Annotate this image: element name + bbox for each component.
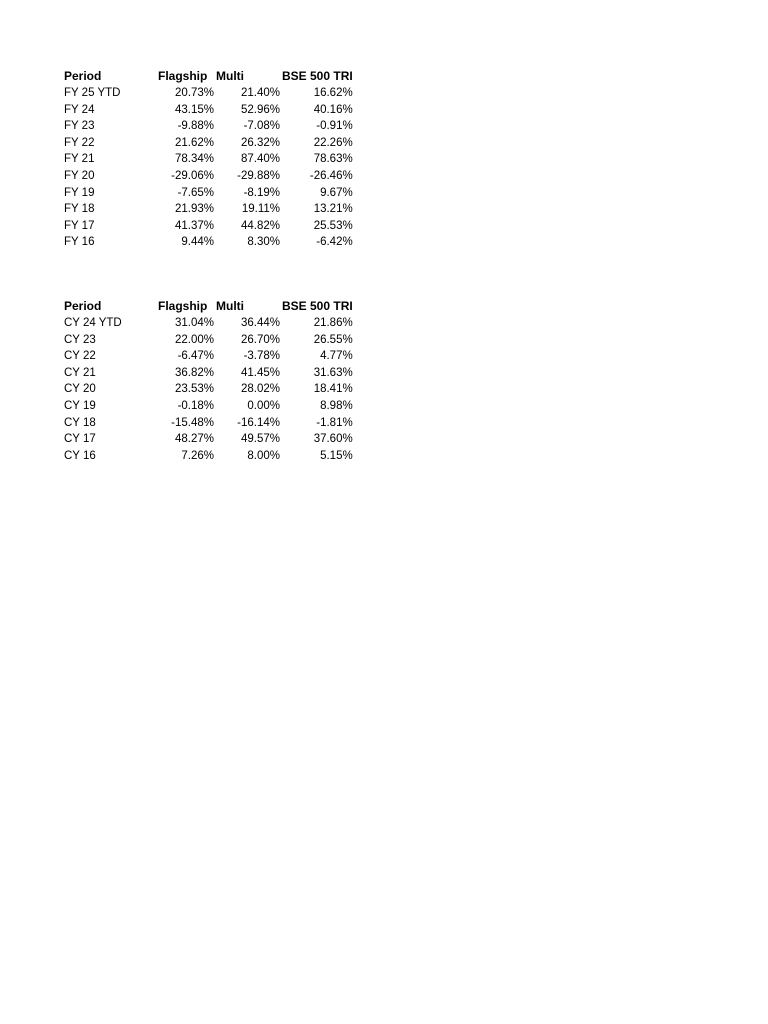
table-row [64,218,353,235]
period-cell: CY 19 [64,399,96,412]
flagship-cell: 36.82% [174,366,214,379]
table-row [64,185,353,202]
multi-cell: 26.70% [240,333,280,346]
period-cell: FY 17 [64,219,95,232]
header-period: Period [64,69,102,83]
table-row [64,102,353,119]
flagship-cell: -6.47% [177,350,214,363]
period-cell: FY 20 [64,169,95,182]
table-row [64,348,353,365]
period-cell: CY 20 [64,383,96,396]
multi-cell: 8.00% [247,449,280,462]
bse-500-tri-cell: 37.60% [313,433,353,446]
bse-500-tri-cell: 40.16% [313,103,353,116]
multi-cell: 36.44% [240,317,280,329]
table-row [64,398,353,415]
table-row [64,415,353,432]
flagship-cell: 21.62% [174,136,214,149]
table-row [64,135,353,152]
bse-500-tri-cell: 78.63% [313,153,353,166]
flagship-cell: -0.18% [177,399,214,412]
table-header-row [64,298,353,315]
period-cell: CY 16 [64,449,96,462]
fiscal-year-returns-table [64,68,353,251]
period-cell: CY 22 [64,350,96,363]
multi-cell: 49.57% [240,433,280,446]
bse-500-tri-cell: 9.67% [320,186,353,199]
period-cell: FY 25 YTD [64,87,121,99]
header-flagship: Flagship [158,69,208,83]
table-row [64,85,353,102]
table-row [64,118,353,135]
header-multi: Multi [216,299,244,313]
bse-500-tri-cell: 5.15% [320,449,353,462]
table-row [64,448,353,465]
multi-cell: -7.08% [243,120,280,133]
flagship-cell: 22.00% [174,333,214,346]
multi-cell: -3.78% [243,350,280,363]
flagship-cell: 7.26% [181,449,214,462]
period-cell: FY 19 [64,186,95,199]
flagship-cell: -15.48% [171,416,214,429]
multi-cell: 52.96% [240,103,280,116]
header-bse-500-tri: BSE 500 TRI [282,69,353,83]
bse-500-tri-cell: 31.63% [313,366,353,379]
period-cell: CY 18 [64,416,96,429]
bse-500-tri-cell: 13.21% [313,203,353,216]
multi-cell: -16.14% [237,416,280,429]
multi-cell: 28.02% [240,383,280,396]
table-row [64,332,353,349]
period-cell: FY 24 [64,103,95,116]
table-row [64,234,353,251]
multi-cell: 0.00% [247,399,280,412]
multi-cell: 8.30% [247,236,280,249]
flagship-cell: 21.93% [174,203,214,216]
period-cell: FY 22 [64,136,95,149]
bse-500-tri-cell: 25.53% [313,219,353,232]
flagship-cell: -7.65% [177,186,214,199]
multi-cell: 19.11% [241,203,280,216]
bse-500-tri-cell: 18.41% [313,383,353,396]
period-cell: CY 17 [64,433,96,446]
flagship-cell: -29.06% [171,169,214,182]
bse-500-tri-cell: 21.86% [313,317,353,329]
table-row [64,315,353,332]
bse-500-tri-cell: -1.81% [316,416,353,429]
flagship-cell: 9.44% [181,236,214,249]
table-row [64,151,353,168]
flagship-cell: -9.88% [177,120,214,133]
period-cell: FY 21 [64,153,95,166]
multi-cell: 21.40% [240,87,280,99]
bse-500-tri-cell: 8.98% [320,399,353,412]
header-bse-500-tri: BSE 500 TRI [282,299,353,313]
period-cell: CY 23 [64,333,96,346]
period-cell: CY 24 YTD [64,317,122,329]
bse-500-tri-cell: 22.26% [313,136,353,149]
bse-500-tri-cell: -6.42% [316,236,353,249]
period-cell: FY 23 [64,120,95,133]
header-period: Period [64,299,102,313]
bse-500-tri-cell: -26.46% [309,169,353,182]
period-cell: FY 18 [64,203,95,216]
table-row [64,365,353,382]
table-row [64,431,353,448]
table-row [64,168,353,185]
bse-500-tri-cell: 16.62% [313,87,353,99]
bse-500-tri-cell: -0.91% [316,120,353,133]
bse-500-tri-cell: 4.77% [320,350,353,363]
period-cell: FY 16 [64,236,95,249]
table-row [64,381,353,398]
period-cell: CY 21 [64,366,96,379]
flagship-cell: 23.53% [174,383,214,396]
multi-cell: 87.40% [240,153,280,166]
table-row [64,201,353,218]
calendar-year-returns-table [64,298,353,464]
multi-cell: -29.88% [237,169,280,182]
header-multi: Multi [216,69,244,83]
flagship-cell: 31.04% [174,317,214,329]
header-flagship: Flagship [158,299,208,313]
flagship-cell: 20.73% [174,87,214,99]
flagship-cell: 48.27% [174,433,214,446]
table-header-row [64,68,353,85]
flagship-cell: 78.34% [174,153,214,166]
multi-cell: 44.82% [240,219,280,232]
bse-500-tri-cell: 26.55% [313,333,353,346]
flagship-cell: 41.37% [174,219,214,232]
flagship-cell: 43.15% [174,103,214,116]
multi-cell: 41.45% [240,366,280,379]
multi-cell: 26.32% [240,136,280,149]
multi-cell: -8.19% [243,186,280,199]
